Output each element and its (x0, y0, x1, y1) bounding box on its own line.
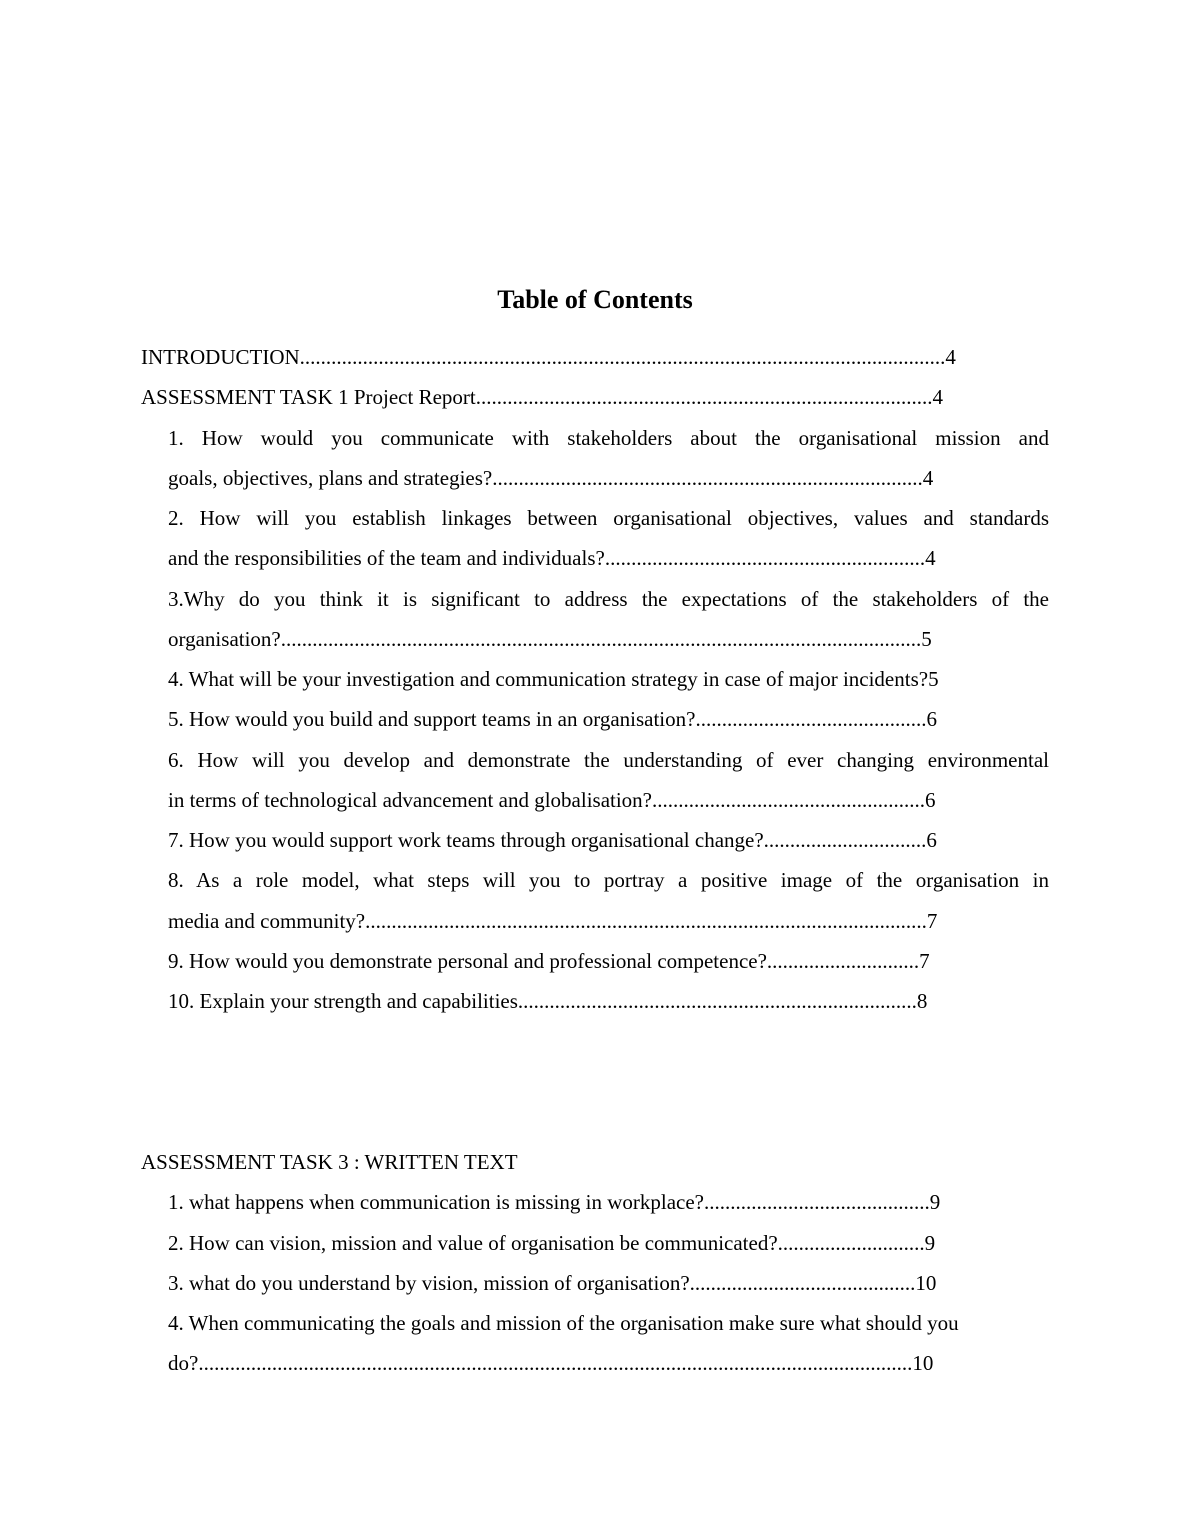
toc-entry-q10[interactable] (168, 986, 1028, 1016)
toc-entry-q2-line2[interactable] (168, 543, 1028, 573)
toc-entry-task3-q4-line1[interactable] (168, 1308, 1058, 1338)
toc-entry-text: 7. How you would support work teams through organisational change?...............................6 (168, 828, 937, 852)
toc-entry-text: and the responsibilities of the team and individuals?.............................................................4 (168, 546, 936, 570)
toc-entry-text: in terms of technological advancement and globalisation?....................................................6 (168, 788, 936, 812)
toc-entry-text: 2. How will you establish linkages between organisational objectives, values and standards (168, 506, 1049, 530)
toc-entry-task3-q3[interactable] (168, 1268, 1028, 1298)
toc-entry-assessment-task-1[interactable] (141, 382, 1050, 412)
toc-entry-task3-q4-line2[interactable] (168, 1348, 1028, 1378)
toc-entry-text: 3. what do you understand by vision, mission of organisation?...........................................10 (168, 1271, 937, 1295)
toc-entry-text: 6. How will you develop and demonstrate the understanding of ever changing environmental (168, 748, 1049, 772)
toc-entry-text: 10. Explain your strength and capabilities............................................................................8 (168, 989, 928, 1013)
toc-entry-text: INTRODUCTION...........................................................................................................................4 (141, 345, 956, 369)
toc-entry-text: 4. When communicating the goals and mission of the organisation make sure what should you (168, 1311, 959, 1335)
toc-entry-q6-line1[interactable] (168, 745, 1049, 775)
toc-entry-q9[interactable] (168, 946, 1028, 976)
toc-entry-text: 8. As a role model, what steps will you to portray a positive image of the organisation in (168, 868, 1049, 892)
toc-entry-text: 5. How would you build and support teams in an organisation?............................................6 (168, 707, 937, 731)
toc-entry-task3-q2[interactable] (168, 1228, 1028, 1258)
toc-entry-text: 4. What will be your investigation and communication strategy in case of major incidents?5 (168, 667, 939, 691)
toc-entry-text: media and community?...........................................................................................................7 (168, 909, 938, 933)
toc-entry-text: ASSESSMENT TASK 3 : WRITTEN TEXT (141, 1150, 518, 1174)
toc-entry-text: 2. How can vision, mission and value of organisation be communicated?............................9 (168, 1231, 936, 1255)
toc-entry-text: ASSESSMENT TASK 1 Project Report.......................................................................................4 (141, 385, 943, 409)
toc-entry-text: do?........................................................................................................................................10 (168, 1351, 934, 1375)
toc-entry-q3-line1[interactable] (168, 584, 1049, 614)
toc-entry-q3-line2[interactable] (168, 624, 1028, 654)
toc-entry-q1-line1[interactable] (168, 423, 1049, 453)
toc-entry-text: 3.Why do you think it is significant to address the expectations of the stakeholders of the (168, 587, 1049, 611)
toc-entry-q5[interactable] (168, 704, 1028, 734)
toc-entry-q8-line2[interactable] (168, 906, 1028, 936)
toc-entry-text: goals, objectives, plans and strategies?..................................................................................4 (168, 466, 934, 490)
toc-entry-text: 1. what happens when communication is missing in workplace?...........................................9 (168, 1190, 941, 1214)
toc-entry-text: organisation?..........................................................................................................................5 (168, 627, 932, 651)
toc-heading: Table of Contents (497, 285, 693, 314)
toc-entry-q2-line1[interactable] (168, 503, 1049, 533)
toc-entry-q7[interactable] (168, 825, 1028, 855)
toc-entry-text: 9. How would you demonstrate personal and professional competence?.............................7 (168, 949, 930, 973)
toc-entry-q8-line1[interactable] (168, 865, 1049, 895)
toc-entry-assessment-task-3[interactable] (141, 1147, 1050, 1177)
toc-entry-q4[interactable] (168, 664, 1038, 694)
toc-entry-task3-q1[interactable] (168, 1187, 1028, 1217)
toc-entry-introduction[interactable] (141, 342, 1050, 372)
toc-entry-text: 1. How would you communicate with stakeholders about the organisational mission and (168, 426, 1049, 450)
toc-entry-q1-line2[interactable] (168, 463, 1028, 493)
toc-entry-q6-line2[interactable] (168, 785, 1028, 815)
